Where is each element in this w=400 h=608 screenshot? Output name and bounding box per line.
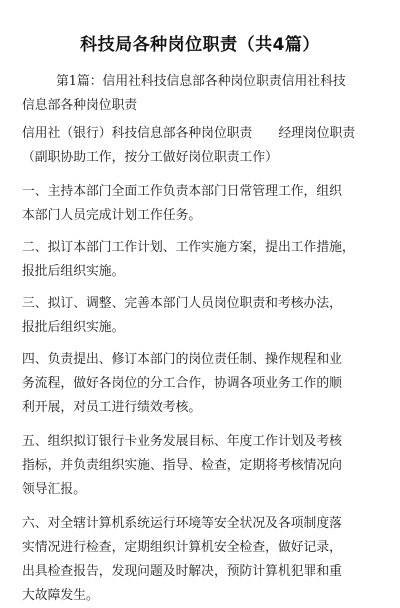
- item-5-line-3: 领导汇报。: [22, 482, 86, 497]
- chapter-heading-line-1: 第1篇：信用社科技信息部各种岗位职责信用社科技: [56, 74, 346, 89]
- chapter-heading-line-2: 信息部各种岗位职责: [22, 98, 138, 113]
- item-6-line-4: 大故障发生。: [22, 588, 99, 603]
- item-6-line-2: 实情况进行检查，定期组织计算机安全检查，做好记录，: [22, 540, 342, 555]
- item-1-line-2: 本部门人员完成计划工作任务。: [22, 208, 202, 223]
- subheading-line-2: （副职协助工作，按分工做好岗位职责工作）: [22, 150, 278, 165]
- item-4-line-3: 利开展，对员工进行绩效考核。: [22, 400, 202, 415]
- document-title: 科技局各种岗位职责（共4篇）: [80, 35, 320, 55]
- subheading-department: 信用社（银行）科技信息部各种岗位职责: [22, 126, 253, 141]
- item-1-line-1: 一、主持本部门全面工作负责本部门日常管理工作，组织: [22, 184, 342, 199]
- item-4-line-1: 四、负责提出、修订本部门的岗位责任制、操作规程和业: [22, 352, 342, 367]
- item-6-line-1: 六、对全辖计算机系统运行环境等安全状况及各项制度落: [22, 516, 342, 531]
- item-4-line-2: 务流程，做好各岗位的分工合作，协调各项业务工作的顺: [22, 376, 342, 391]
- item-3-line-1: 三、拟订、调整、完善本部门人员岗位职责和考核办法，: [22, 296, 342, 311]
- subheading-position: 经理岗位职责: [278, 126, 356, 141]
- item-5-line-1: 五、组织拟订银行卡业务发展目标、年度工作计划及考核: [22, 434, 342, 449]
- item-5-line-2: 指标，并负责组织实施、指导、检查，定期将考核情况向: [22, 458, 342, 473]
- item-6-line-3: 出具检查报告，发现问题及时解决，预防计算机犯罪和重: [22, 564, 342, 579]
- item-2-line-1: 二、拟订本部门工作计划、工作实施方案，提出工作措施，: [22, 240, 355, 255]
- subheading-line-1: [22, 126, 355, 142]
- item-2-line-2: 报批后组织实施。: [22, 264, 125, 279]
- item-3-line-2: 报批后组织实施。: [22, 320, 125, 335]
